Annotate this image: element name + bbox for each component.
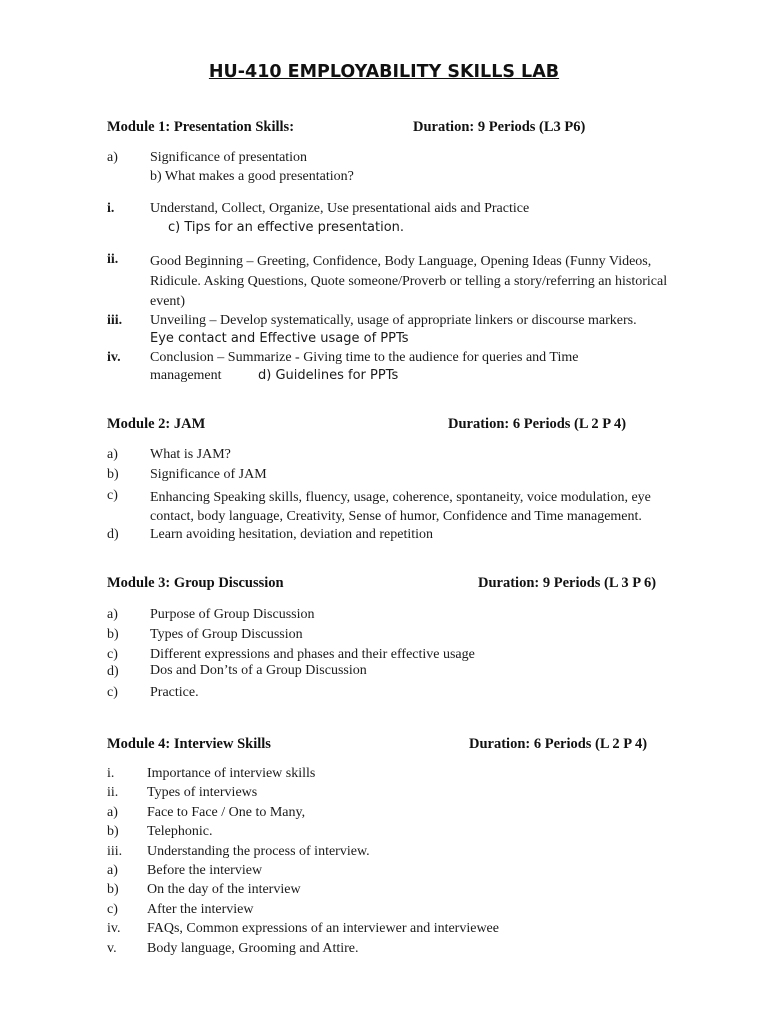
list-item-text: Types of interviews	[147, 785, 258, 800]
list-marker: a)	[107, 805, 118, 820]
list-item-text: Significance of presentation	[150, 150, 308, 165]
list-item-text: Face to Face / One to Many,	[147, 805, 306, 820]
module-4-duration: Duration: 6 Periods (L 2 P 4)	[469, 736, 648, 752]
list-item-text: After the interview	[147, 902, 254, 917]
list-marker: i.	[107, 766, 115, 781]
list-marker: c)	[107, 902, 118, 917]
list-item-text: Importance of interview skills	[147, 766, 316, 781]
module-1-duration: Duration: 9 Periods (L3 P6)	[413, 119, 586, 135]
list-item-text: Practice.	[150, 685, 199, 700]
list-marker: b)	[107, 627, 119, 642]
list-item-text: Understand, Collect, Organize, Use presentational aids and Practice	[150, 201, 530, 216]
list-item-text: management	[150, 368, 222, 383]
list-item-text: Conclusion – Summarize - Giving time to the audience for queries and Time	[150, 350, 579, 365]
list-marker: d)	[107, 664, 119, 679]
module-1-heading: Module 1: Presentation Skills:	[107, 119, 295, 135]
document-title: HU-410 EMPLOYABILITY SKILLS LAB	[208, 62, 560, 82]
list-item-text: On the day of the interview	[147, 882, 301, 897]
list-marker: a)	[107, 150, 118, 165]
list-item-text: Types of Group Discussion	[150, 627, 303, 642]
list-item-text: b) What makes a good presentation?	[150, 169, 354, 184]
list-item-text: c) Tips for an effective presentation.	[168, 220, 405, 235]
module-2-heading: Module 2: JAM	[107, 416, 206, 432]
list-item-text: FAQs, Common expressions of an interviewer and interviewee	[147, 921, 499, 936]
list-item-text: Learn avoiding hesitation, deviation and repetition	[150, 527, 434, 542]
list-item-text: What is JAM?	[150, 447, 231, 462]
list-marker: b)	[107, 467, 119, 482]
module-2-duration: Duration: 6 Periods (L 2 P 4)	[448, 416, 627, 432]
list-item-text: Before the interview	[147, 863, 263, 878]
list-marker: a)	[107, 607, 118, 622]
list-item-text: Unveiling – Develop systematically, usage of appropriate linkers or discourse markers.	[150, 313, 637, 328]
list-marker: iv.	[107, 350, 121, 365]
list-marker: ii.	[107, 785, 119, 800]
module-3-duration: Duration: 9 Periods (L 3 P 6)	[478, 575, 657, 591]
list-item-text: Telephonic.	[147, 824, 213, 839]
list-item-text: Dos and Don’ts of a Group Discussion	[150, 663, 367, 678]
list-item-text: Good Beginning – Greeting, Confidence, Body Language, Opening Ideas (Funny Videos, Ridicule. Asking Questions, Quote someone/Proverb or telling a story/referring an historical event)	[150, 254, 668, 309]
list-marker: iii.	[107, 844, 123, 859]
list-marker: c)	[107, 647, 118, 662]
list-item-text: Understanding the process of interview.	[147, 844, 370, 859]
module-3-heading: Module 3: Group Discussion	[107, 575, 284, 591]
list-marker: c)	[107, 685, 118, 700]
list-marker: d)	[107, 527, 119, 542]
list-marker: iii.	[107, 313, 123, 328]
list-item-text: Purpose of Group Discussion	[150, 607, 315, 622]
list-item-text: Enhancing Speaking skills, fluency, usage, coherence, spontaneity, voice modulation, eye contact, body language, Creativity, Sense of humor, Confidence and Time management.	[150, 490, 651, 524]
list-marker: a)	[107, 447, 118, 462]
list-marker: b)	[107, 824, 119, 839]
list-marker: iv.	[107, 921, 121, 936]
list-item-text: Eye contact and Effective usage of PPTs	[150, 331, 409, 346]
list-marker: ii.	[107, 252, 119, 267]
module-4-heading: Module 4: Interview Skills	[107, 736, 271, 752]
list-item-text: Body language, Grooming and Attire.	[147, 941, 359, 956]
list-item-text: Different expressions and phases and their effective usage	[150, 647, 475, 662]
list-marker: c)	[107, 488, 118, 503]
list-marker: v.	[107, 941, 117, 956]
list-marker: b)	[107, 882, 119, 897]
list-item-text: d) Guidelines for PPTs	[258, 368, 399, 383]
list-marker: a)	[107, 863, 118, 878]
list-marker: i.	[107, 201, 115, 216]
list-item-text: Significance of JAM	[150, 467, 267, 482]
